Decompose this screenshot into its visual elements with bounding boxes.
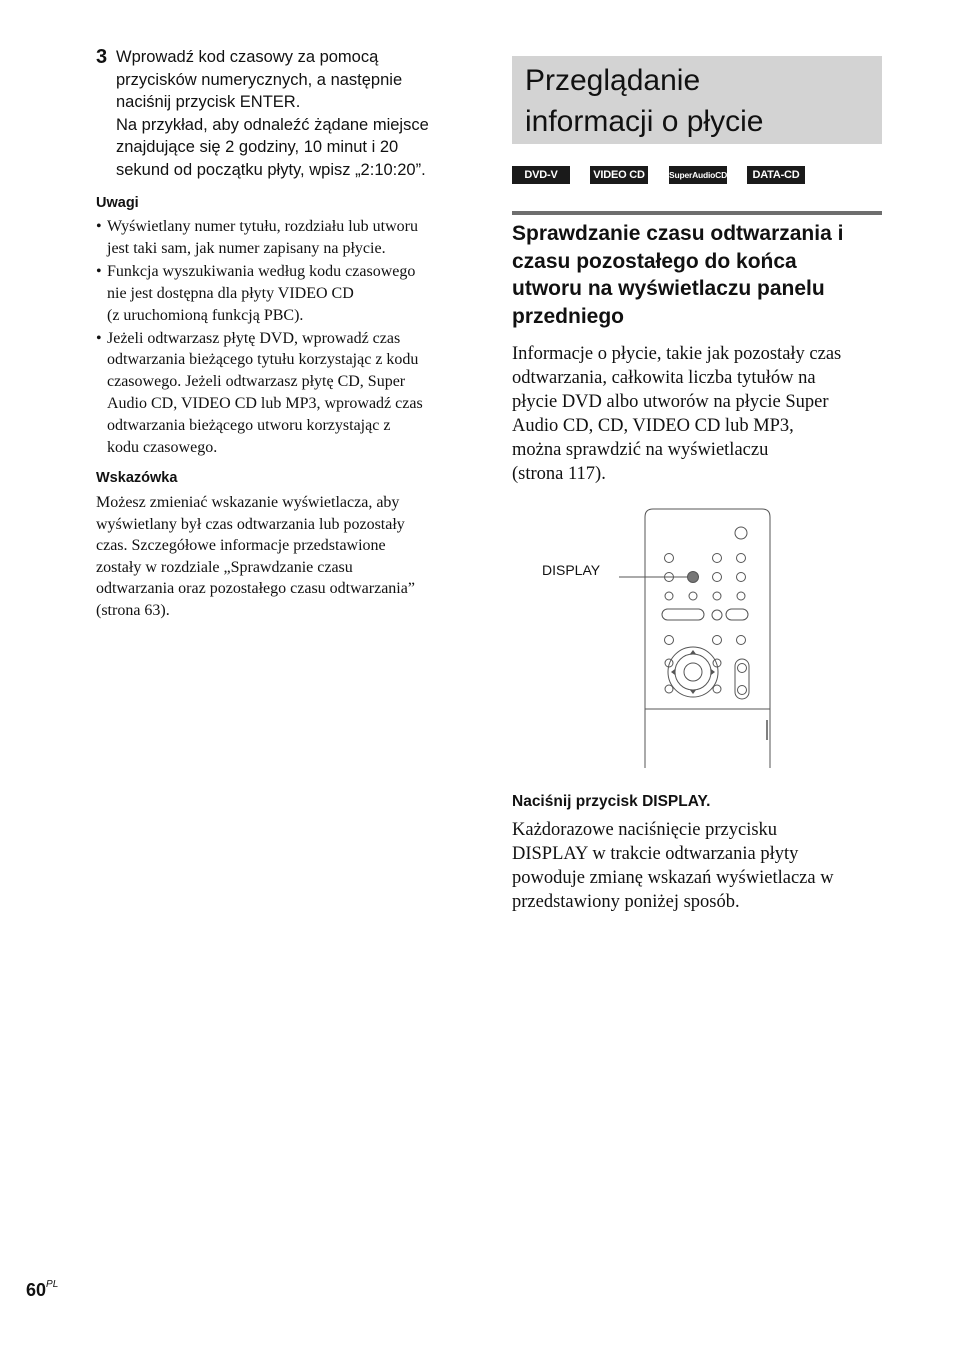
note-line: Audio CD, VIDEO CD lub MP3, wprowadź czas bbox=[107, 395, 423, 413]
step-line: przycisków numerycznych, a następnie bbox=[116, 70, 403, 89]
badge-video-cd: VIDEO CD bbox=[590, 166, 648, 184]
section-title-line: czasu pozostałego do końca bbox=[512, 249, 797, 273]
note-item bbox=[96, 328, 468, 459]
note-line: czasowego. Jeżeli odtwarzasz płytę CD, Super bbox=[107, 373, 406, 391]
page-language-suffix: PL bbox=[46, 1279, 59, 1290]
section-body bbox=[512, 342, 887, 487]
note-line: (z uruchomioną funkcją PBC). bbox=[107, 306, 304, 324]
chapter-banner bbox=[512, 56, 882, 144]
bullet-icon: • bbox=[96, 329, 102, 347]
step-line: znajdujące się 2 godziny, 10 minut i 20 bbox=[116, 138, 399, 157]
section-title bbox=[512, 220, 887, 330]
note-line: Wyświetlany numer tytułu, rozdziału lub utworu bbox=[107, 218, 418, 235]
badge-data-cd: DATA-CD bbox=[747, 166, 805, 184]
note-line: nie jest dostępna dla płyty VIDEO CD bbox=[107, 284, 354, 302]
tip-line: czas. Szczegółowe informacje przedstawione bbox=[96, 537, 386, 554]
tip-line: (strona 63). bbox=[96, 601, 170, 619]
instruction-line: przedstawiony poniżej sposób. bbox=[512, 892, 740, 912]
page-number bbox=[26, 1280, 58, 1301]
step-line: Wprowadź kod czasowy za pomocą bbox=[116, 48, 379, 66]
note-line: Jeżeli odtwarzasz płytę DVD, wprowadź czas bbox=[107, 329, 401, 347]
banner-title-line: Przeglądanie bbox=[525, 64, 701, 97]
body-line: Audio CD, CD, VIDEO CD lub MP3, bbox=[512, 416, 794, 437]
note-line: odtwarzania bieżącego tytułu korzystając z kodu bbox=[107, 351, 419, 369]
note-line: kodu czasowego. bbox=[107, 439, 218, 457]
step-number: 3 bbox=[96, 46, 108, 68]
note-item bbox=[96, 261, 468, 327]
section-title-line: utworu na wyświetlaczu panelu bbox=[512, 277, 825, 300]
body-line: (strona 117). bbox=[512, 464, 606, 485]
banner-title-line: informacji o płycie bbox=[525, 105, 764, 138]
remote-control-icon bbox=[540, 505, 780, 770]
tip-line: wyświetlany był czas odtwarzania lub pozostały bbox=[96, 515, 405, 533]
body-line: płycie DVD albo utworów na płycie Super bbox=[512, 392, 829, 413]
step-text bbox=[116, 46, 476, 182]
instruction-body bbox=[512, 818, 884, 914]
tip-heading: Wskazówka bbox=[96, 470, 178, 486]
step-line: Na przykład, aby odnaleźć żądane miejsce bbox=[116, 115, 429, 134]
instruction-line: DISPLAY w trakcie odtwarzania płyty bbox=[512, 844, 799, 864]
note-line: Funkcja wyszukiwania według kodu czasowego bbox=[107, 262, 416, 280]
tip-line: zostały w rozdziale „Sprawdzanie czasu bbox=[96, 558, 353, 576]
tip-line: odtwarzania oraz pozostałego czasu odtwarzania” bbox=[96, 580, 415, 597]
badge-dvd-v: DVD-V bbox=[512, 166, 570, 184]
step-line: naciśnij przycisk ENTER. bbox=[116, 93, 301, 112]
notes-list bbox=[96, 216, 468, 460]
tip-line: Możesz zmieniać wskazanie wyświetlacza, aby bbox=[96, 494, 400, 511]
bullet-icon: • bbox=[96, 218, 102, 235]
note-item bbox=[96, 216, 468, 260]
bullet-icon: • bbox=[96, 262, 102, 280]
body-line: odtwarzania, całkowita liczba tytułów na bbox=[512, 368, 816, 389]
instruction-heading: Naciśnij przycisk DISPLAY. bbox=[512, 793, 711, 810]
note-line: jest taki sam, jak numer zapisany na płycie. bbox=[107, 239, 386, 257]
instruction-line: powoduje zmianę wskazań wyświetlacza w bbox=[512, 868, 834, 888]
badge-super-audio-cd: SuperAudioCD bbox=[669, 166, 727, 184]
section-title-line: przedniego bbox=[512, 304, 625, 328]
note-line: odtwarzania bieżącego utworu korzystając z bbox=[107, 417, 391, 435]
page-number-value: 60 bbox=[26, 1280, 47, 1300]
remote-illustration bbox=[540, 505, 780, 770]
tip-text bbox=[96, 492, 471, 621]
disc-type-badges bbox=[512, 166, 882, 184]
section-title-line: Sprawdzanie czasu odtwarzania i bbox=[512, 222, 844, 245]
notes-heading: Uwagi bbox=[96, 195, 139, 211]
step-line: sekund od początku płyty, wpisz „2:10:20”. bbox=[116, 160, 426, 179]
body-line: można sprawdzić na wyświetlaczu bbox=[512, 440, 769, 461]
display-label: DISPLAY bbox=[542, 562, 601, 578]
section-divider bbox=[512, 211, 882, 215]
instruction-line: Każdorazowe naciśnięcie przycisku bbox=[512, 820, 778, 840]
body-line: Informacje o płycie, takie jak pozostały czas bbox=[512, 344, 842, 364]
